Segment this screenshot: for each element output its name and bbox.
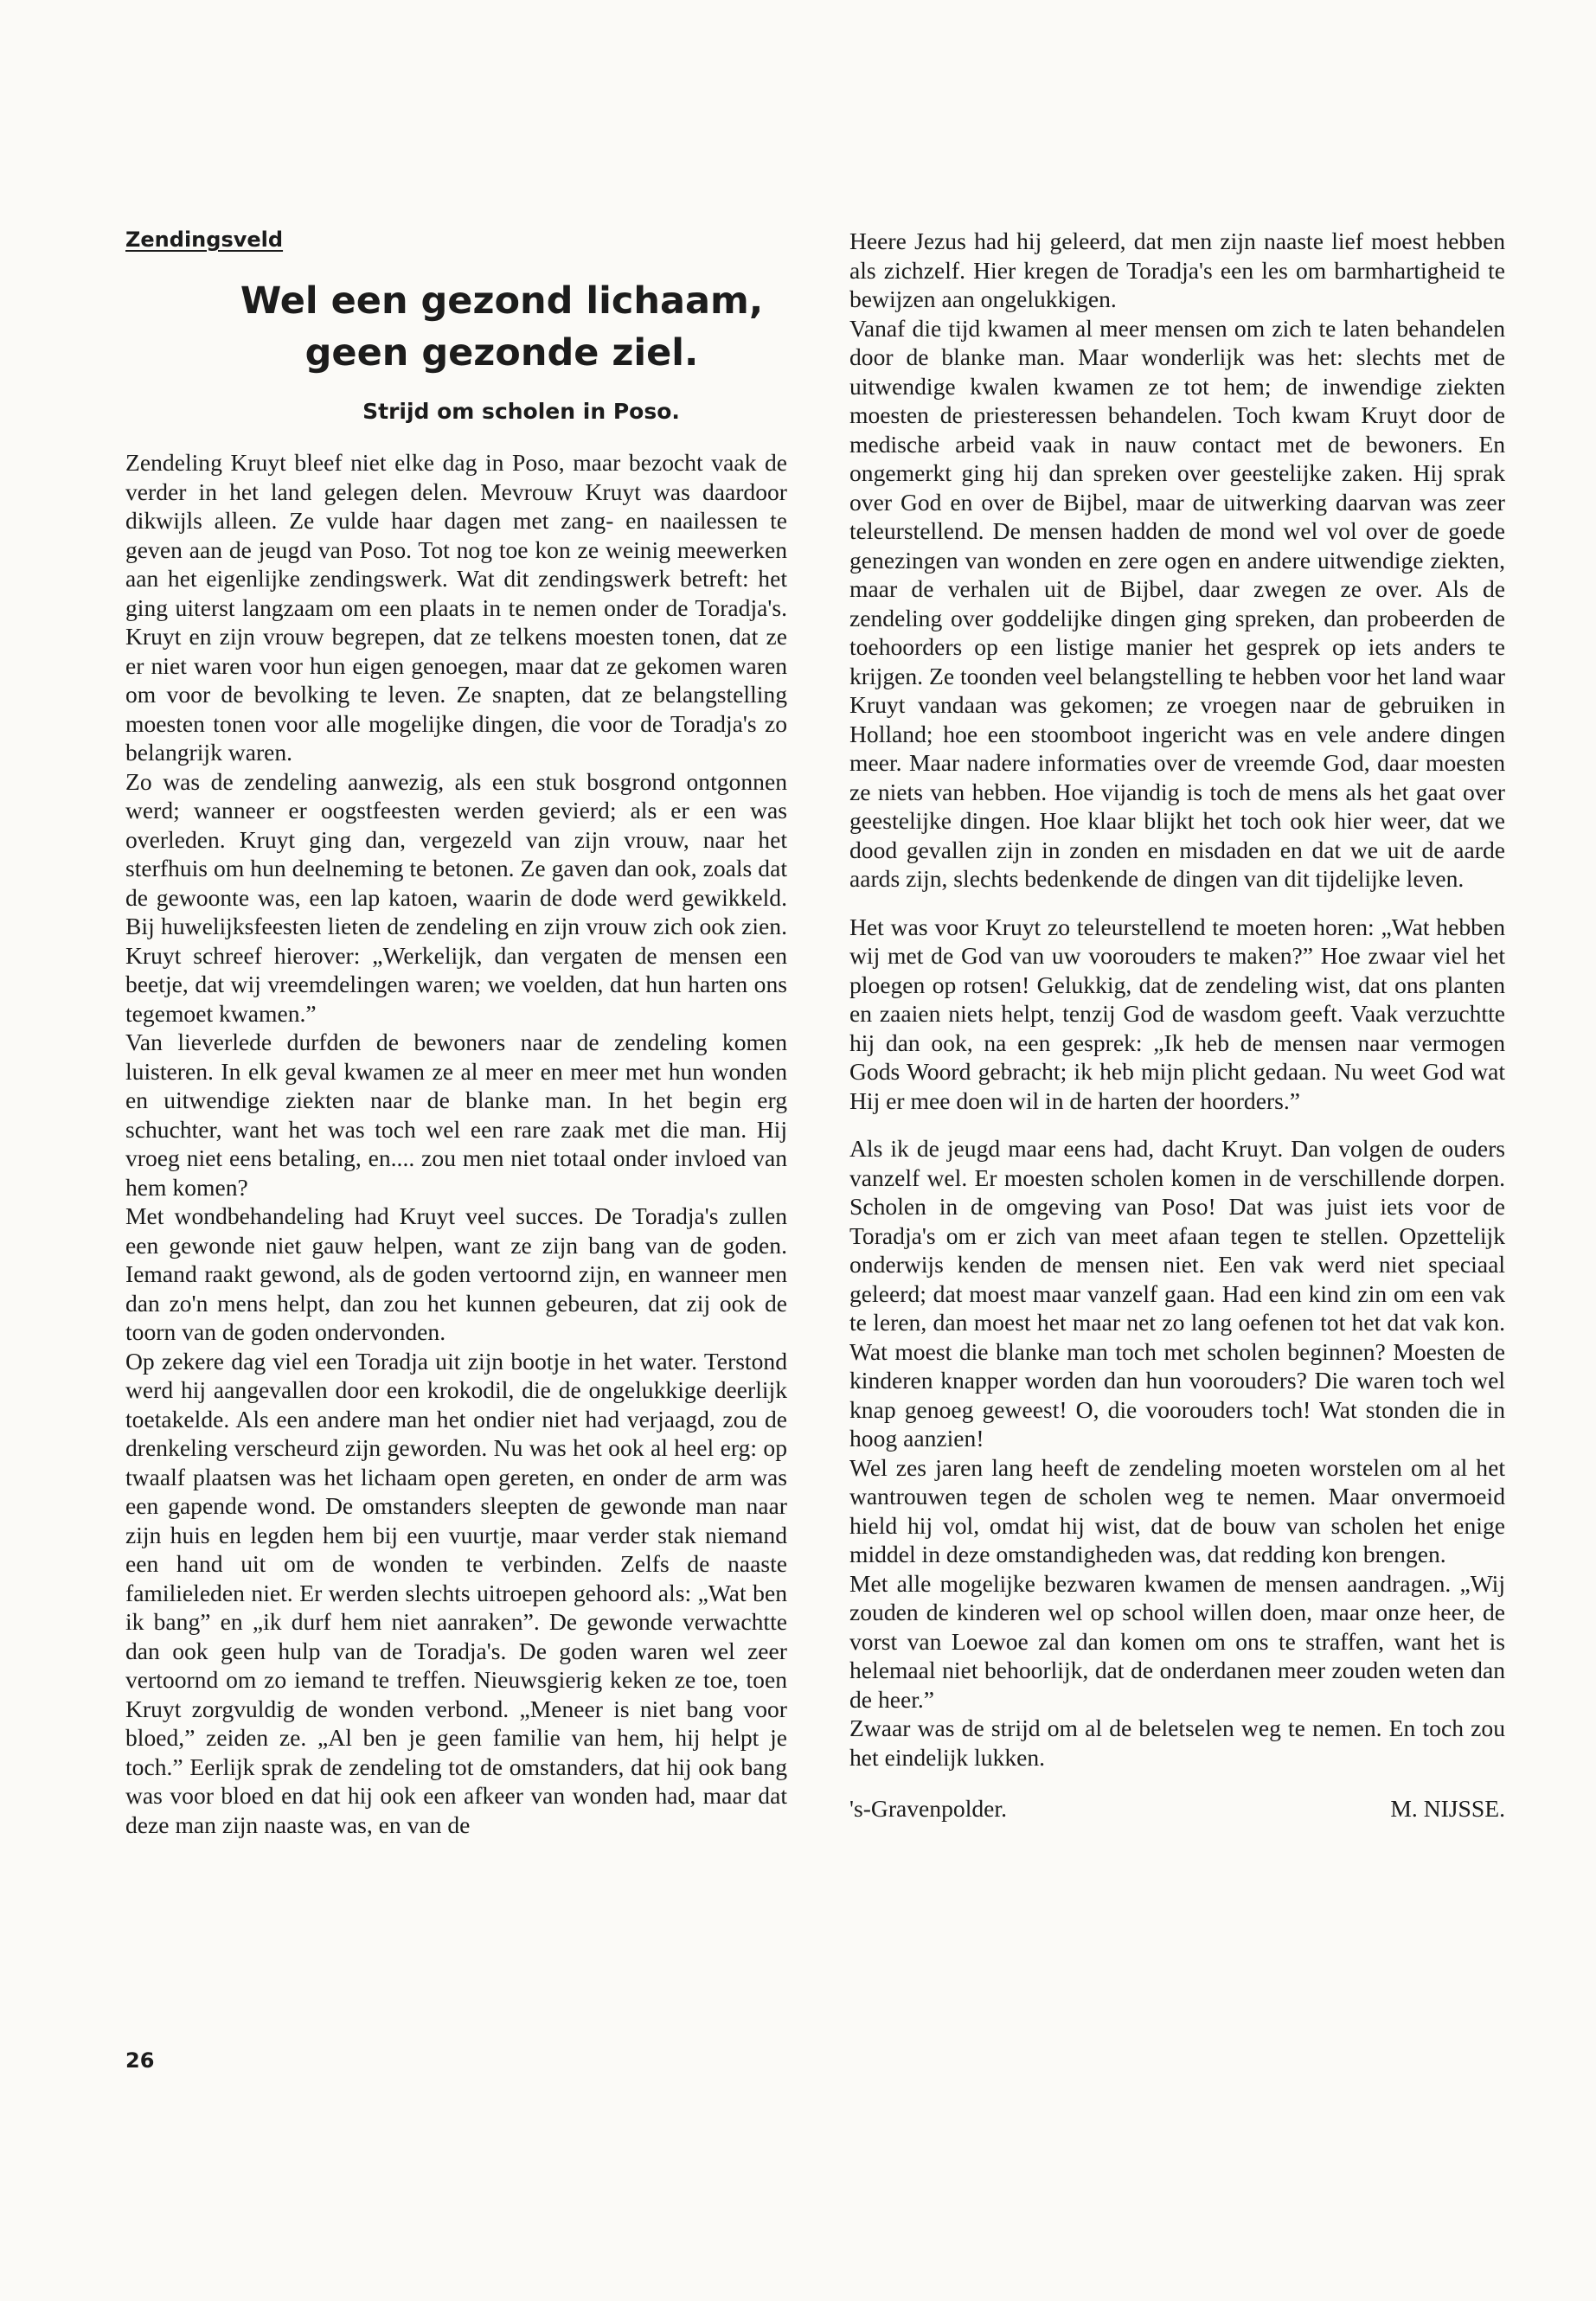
paragraph: Met alle mogelijke bezwaren kwamen de mensen aandragen. „Wij zouden de kinderen wel op school willen doen, maar onze heer, de vorst van Loewoe zal dan komen om ons te straffen, want het is helemaal niet behoorlijk, dat de onderdanen meer zouden weten dan de heer.” [849, 1569, 1505, 1713]
place-name: 's-Gravenpolder. [849, 1795, 1007, 1822]
article-title: Wel een gezond lichaam, geen gezonde ziel. [240, 279, 764, 375]
article-subtitle: Strijd om scholen in Poso. [362, 399, 680, 424]
paragraph: Als ik de jeugd maar eens had, dacht Kruyt. Dan volgen de ouders vanzelf wel. Er moesten scholen komen in de verschillende dorpen. Scholen in de omgeving van Poso! Dat was juist iets voor de Toradja's om er zich van meet afaan tegen te stellen. Opzettelijk onderwijs kenden de mensen niet. Een vak werd niet speciaal geleerd; dat moest maar vanzelf gaan. Had een kind zin om een vak te leren, dan moest het maar net zo lang oefenen tot het dat vak kon. Wat moest die blanke man toch met scholen beginnen? Moesten de kinderen knapper worden dan hun voorouders? Die waren toch wel knap genoeg geweest! O, die voorouders toch! Wat stonden die in hoog aanzien! [849, 1135, 1505, 1452]
paragraph: Wel zes jaren lang heeft de zendeling moeten worstelen om al het wantrouwen tegen de scholen weg te nemen. Maar onvermoeid hield hij vol, omdat hij wist, dat de bouw van scholen het enige middel in deze omstandigheden was, dat redding kon brengen. [849, 1453, 1505, 1567]
page-number: 26 [125, 2048, 155, 2073]
signature-line [849, 1794, 1505, 1823]
section-label: Zendingsveld [125, 228, 284, 252]
paragraph: Van lieverlede durfden de bewoners naar de zendeling komen luisteren. In elk geval kwamen ze al meer en meer met hun wonden en uitwendige ziekten naar de blanke man. In het begin erg schuchter, want het was toch wel een rare zaak met die man. Hij vroeg niet eens betaling, en.... zou men niet totaal onder invloed van hem komen? [125, 1029, 787, 1201]
paragraph: Zwaar was de strijd om al de beletselen weg te nemen. En toch zou het eindelijk lukken. [849, 1715, 1505, 1771]
author-name: M. NIJSSE. [1390, 1795, 1505, 1822]
paragraph: Zendeling Kruyt bleef niet elke dag in Poso, maar bezocht vaak de verder in het land gelegen delen. Mevrouw Kruyt was daardoor dikwijls alleen. Ze vulde haar dagen met zang- en naailessen te geven aan de jeugd van Poso. Tot nog toe kon ze weinig meewerken aan het eigenlijke zendingswerk. Wat dit zendingswerk betreft: het ging uiterst langzaam om een plaats in te nemen onder de Toradja's. Kruyt en zijn vrouw begrepen, dat ze telkens moesten tonen, dat ze er niet waren voor hun eigen genoegen, maar dat ze gekomen waren om voor de bevolking te leven. Ze snapten, dat ze belangstelling moesten tonen voor alle mogelijke dingen, die voor de Toradja's zo belangrijk waren. [125, 449, 787, 766]
paragraph: Op zekere dag viel een Toradja uit zijn bootje in het water. Terstond werd hij aangevallen door een krokodil, die de ongelukkige deerlijk toetakelde. Als een andere man het ondier niet had verjaagd, zou de drenkeling verscheurd zijn geworden. Nu was het ook al heel erg: op twaalf plaatsen was het lichaam open gereten, en onder de arm was een gapende wond. De omstanders sleepten de gewonde man naar zijn huis en legden hem bij een vuurtje, maar verder stak niemand een hand uit om de wonden te verbinden. Zelfs de naaste familieleden niet. Er werden slechts uitroepen gehoord als: „Wat ben ik bang” en „ik durf hem niet aanraken”. De gewonde verwachtte dan ook geen hulp van de Toradja's. De goden waren wel zeer vertoornd om zo iemand te treffen. Nieuwsgierig keken ze toe, toen Kruyt zorgvuldig de wonden verbond. „Meneer is niet bang voor bloed,” zeiden ze. „Al ben je geen familie van hem, hij helpt je toch.” Eerlijk sprak de zendeling tot de omstanders, dat hij ook bang was voor bloed en dat hij ook een afkeer van wonden had, maar dat deze man zijn naaste was, en van de [125, 1347, 787, 1838]
paragraph: Met wondbehandeling had Kruyt veel succes. De Toradja's zullen een gewonde niet gauw helpen, want ze zijn bang van de goden. Iemand raakt gewond, als de goden vertoornd zijn, en wanneer men dan zo'n mens helpt, dan zou het kunnen gebeuren, dat zij ook de toorn van de goden ondervonden. [125, 1202, 787, 1345]
paragraph: Zo was de zendeling aanwezig, als een stuk bosgrond ontgonnen werd; wanneer er oogstfeesten werden gevierd; als er een was overleden. Kruyt ging dan, vergezeld van zijn vrouw, naar het sterfhuis om hun deelneming te betonen. Ze gaven dan ook, zoals dat de gewoonte was, een lap katoen, waarin de dode werd gewikkeld. Bij huwelijksfeesten lieten de zendeling en zijn vrouw zich ook zien. Kruyt schreef hierover: „Werkelijk, dan vergaten de mensen een beetje, dat wij vreemdelingen waren; we voelden, dat hun harten ons tegemoet kwamen.” [125, 767, 787, 1027]
paragraph: Heere Jezus had hij geleerd, dat men zijn naaste lief moest hebben als zichzelf. Hier kregen de Toradja's een les om barmhartigheid te bewijzen aan ongelukkigen. [849, 228, 1505, 312]
right-column [849, 227, 1505, 1823]
left-column [125, 227, 787, 1839]
paragraph: Het was voor Kruyt zo teleurstellend te moeten horen: „Wat hebben wij met de God van uw voorouders te maken?” Hoe zwaar viel het ploegen op rotsen! Gelukkig, dat de zendeling wist, dat ons planten en zaaien niets helpt, tenzij God de wasdom geeft. Vaak verzuchtte hij dan ook, na een gesprek: „Ik heb de mensen naar vermogen Gods Woord gebracht; ik heb mijn plicht gedaan. Nu weet God wat Hij er mee doen wil in de harten der hoorders.” [849, 913, 1505, 1114]
paragraph: Vanaf die tijd kwamen al meer mensen om zich te laten behandelen door de blanke man. Maar wonderlijk was het: slechts met de uitwendige kwalen kwamen ze tot hem; de inwendige ziekten moesten de priesteressen behandelen. Toch kwam Kruyt door de medische arbeid vaak in nauw contact met de bewoners. En ongemerkt ging hij dan spreken over geestelijke zaken. Hij sprak over God en over de Bijbel, maar de uitwerking daarvan was zeer teleurstellend. De mensen hadden de mond wel vol over de goede genezingen van wonden en zere ogen en andere uitwendige ziekten, maar de verhalen uit de Bijbel, daar zwegen ze over. Als de zendeling over goddelijke dingen ging spreken, dan probeerden de toehoorders op een listige manier het gesprek op iets anders te krijgen. Ze toonden veel belangstelling te hebben voor het land waar Kruyt vandaan was gekomen; ze vroegen naar de gebruiken in Holland; hoe een stoomboot ingericht was en vele andere dingen meer. Maar nadere informaties over de vreemde God, daar moesten ze niets van hebben. Hoe vijandig is toch de mens als het gaat over geestelijke dingen. Hoe klaar blijkt het toch ook hier weer, dat we dood gevallen zijn in zonden en misdaden en dat we uit de aarde aards zijn, slechts bedenkende de dingen van dit tijdelijke leven. [849, 314, 1505, 892]
